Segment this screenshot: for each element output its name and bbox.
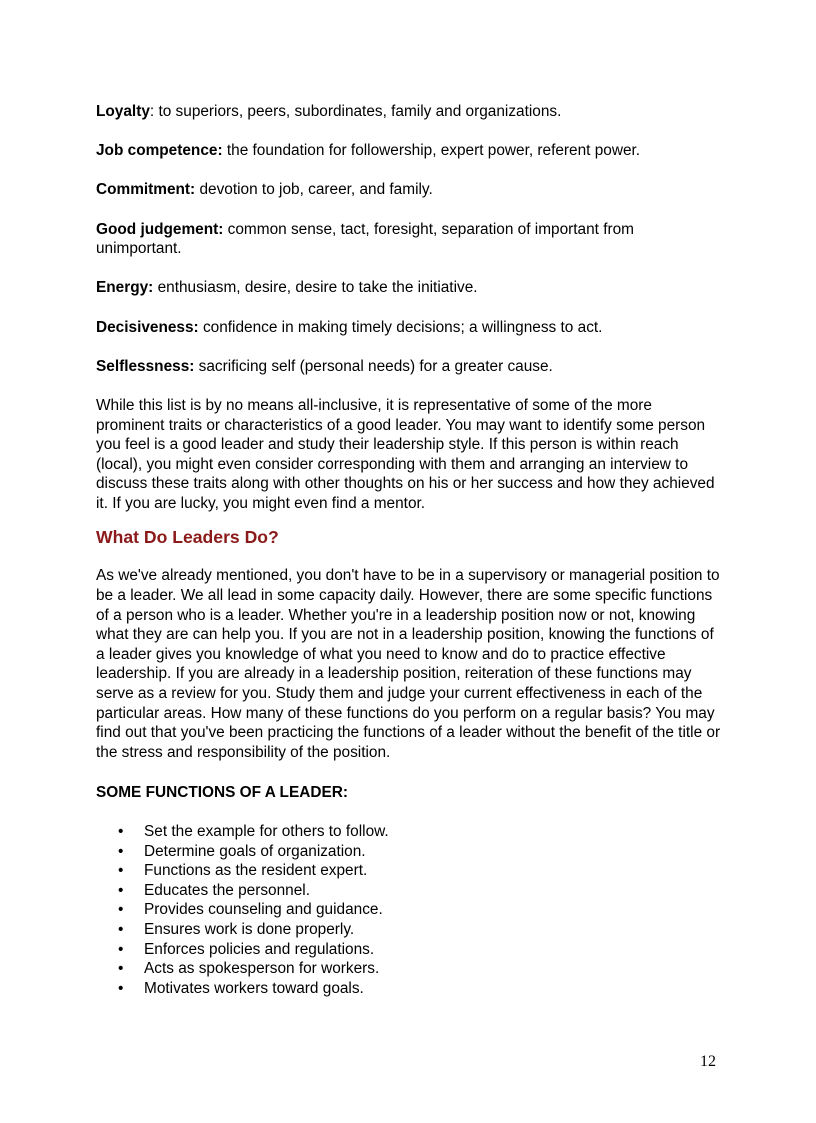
trait-term: Decisiveness: [96, 318, 199, 336]
summary-paragraph: While this list is by no means all-inclusive, it is representative of some of the more prominent traits or characteristics of a good leader. You may want to identify some person you feel is a good leader and study their leadership style. If this person is within reach (local), you might even consider corresponding with them and arranging an interview to discuss these traits along with other thoughts on his or her success and how they achieved it. If you are lucky, you might even find a mentor. [96, 396, 715, 512]
trait-description: devotion to job, career, and family. [195, 181, 433, 199]
list-item [96, 881, 721, 901]
list-item [96, 959, 721, 979]
list-item-text: Enforces policies and regulations. [144, 940, 375, 958]
trait-energy [96, 278, 721, 298]
trait-term: Commitment: [96, 181, 196, 199]
list-item [96, 842, 721, 862]
trait-decisiveness [96, 318, 721, 338]
document-page [96, 102, 721, 998]
bullet-icon: • [118, 842, 124, 860]
section-paragraph: As we've already mentioned, you don't have to be in a supervisory or managerial position to be a leader. We all lead in some capacity daily. However, there are some specific functions of a person who is a leader. Whether you're in a leadership position now or not, knowing what they are can help you. If you are not in a leadership position, knowing the functions of a leader gives you knowledge of what you need to know and do to practice effective leadership. If you are already in a leadership position, reiteration of these functions may serve as a review for you. Study them and judge your current effectiveness in each of the particular areas. How many of these functions do you perform on a regular basis? You may find out that you've been practicing the functions of a leader without the benefit of the title or the stress and responsibility of the position. [96, 567, 721, 761]
list-item [96, 822, 721, 842]
section-heading: What Do Leaders Do? [96, 527, 279, 548]
list-item-text: Acts as spokesperson for workers. [144, 960, 380, 978]
trait-good-judgement [96, 220, 721, 259]
trait-description: confidence in making timely decisions; a willingness to act. [198, 318, 603, 336]
bullet-icon: • [118, 901, 124, 919]
trait-commitment [96, 180, 721, 200]
trait-description: to superiors, peers, subordinates, family and organizations. [154, 103, 562, 120]
functions-heading: SOME FUNCTIONS OF A LEADER: [96, 784, 348, 802]
bullet-icon: • [118, 881, 124, 899]
bullet-icon: • [118, 862, 124, 880]
bullet-icon: • [118, 823, 124, 840]
list-item-text: Educates the personnel. [144, 881, 310, 899]
bullet-icon: • [118, 920, 124, 938]
list-item [96, 979, 721, 999]
list-item-text: Set the example for others to follow. [144, 823, 389, 840]
list-item [96, 920, 721, 940]
trait-term: Good judgement: [96, 220, 224, 238]
trait-description: enthusiasm, desire, desire to take the initiative. [153, 279, 478, 297]
trait-loyalty [96, 102, 721, 122]
trait-term: Loyalty [96, 103, 150, 120]
trait-term: Job competence: [96, 142, 223, 160]
list-item-text: Motivates workers toward goals. [144, 979, 364, 997]
bullet-icon: • [118, 960, 124, 978]
trait-description: sacrificing self (personal needs) for a greater cause. [194, 357, 553, 375]
trait-selflessness [96, 357, 721, 377]
bullet-icon: • [118, 940, 124, 958]
trait-description: the foundation for followership, expert power, referent power. [222, 142, 641, 160]
functions-list [96, 822, 721, 998]
list-item [96, 900, 721, 920]
trait-description: common sense, tact, foresight, separation of important from unimportant. [96, 220, 634, 258]
list-item [96, 861, 721, 881]
trait-job-competence [96, 141, 721, 161]
list-item-text: Provides counseling and guidance. [144, 901, 383, 919]
list-item-text: Functions as the resident expert. [144, 862, 368, 880]
trait-separator: : [149, 103, 155, 120]
list-item [96, 940, 721, 960]
page-number: 12 [700, 1053, 716, 1070]
list-item-text: Ensures work is done properly. [144, 920, 355, 938]
list-item-text: Determine goals of organization. [144, 842, 366, 860]
trait-term: Energy: [96, 279, 154, 297]
trait-term: Selflessness: [96, 357, 195, 375]
bullet-icon: • [118, 979, 124, 997]
